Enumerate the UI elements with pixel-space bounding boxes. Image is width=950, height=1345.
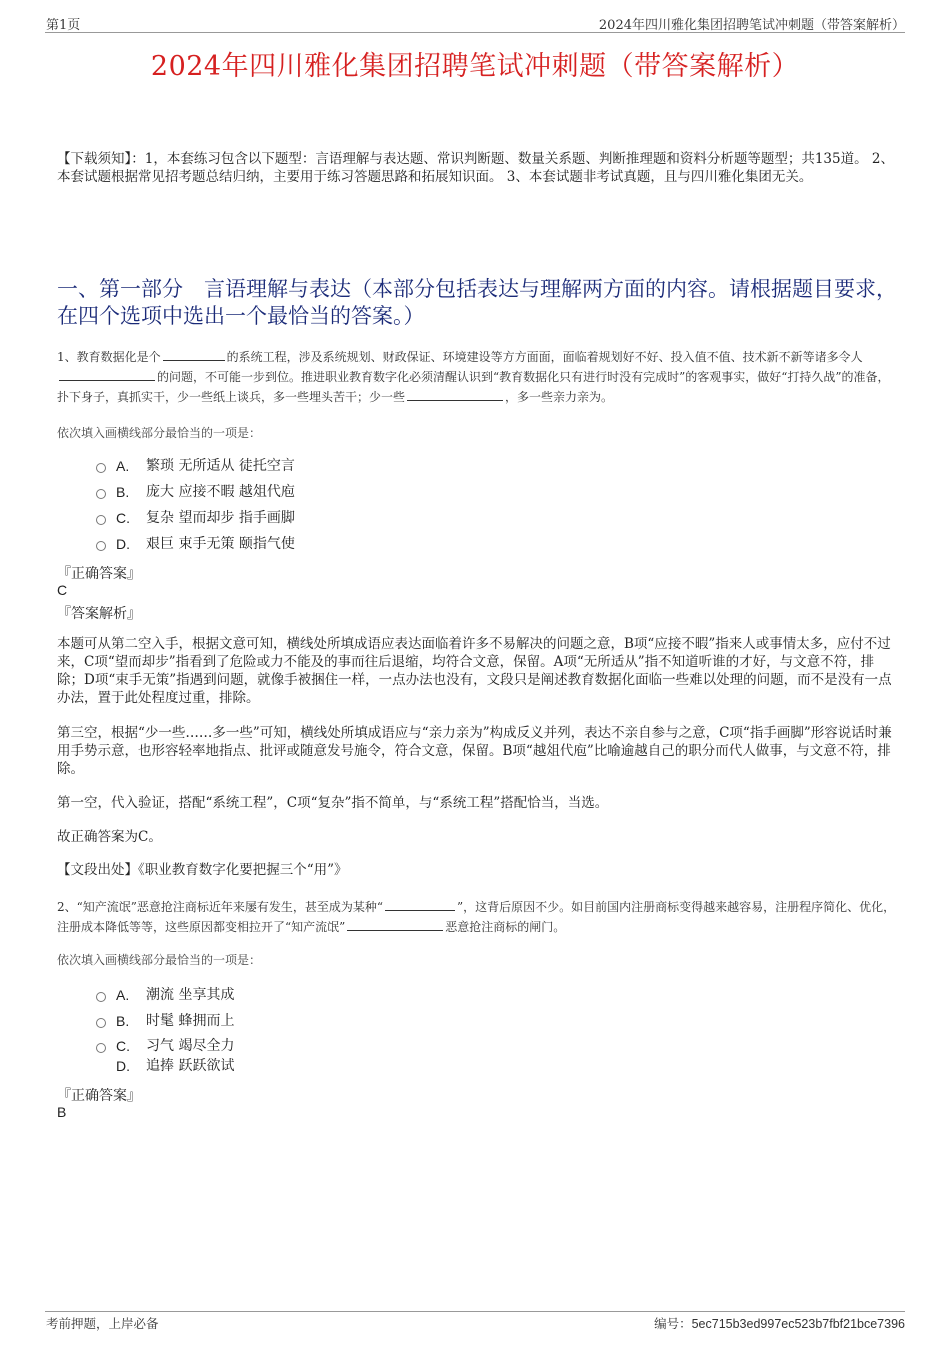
header-divider bbox=[45, 32, 905, 33]
option-letter: B. bbox=[116, 1013, 130, 1029]
radio-icon[interactable] bbox=[96, 463, 106, 473]
question-1-part-3: 的问题，不可能一步到位。推进职业教育数字化必须清醒认识到“教育数据化只有进行时没有完成时”的客观事实，做好“打持久战”的准备，扑下身子，真抓实干，少一些纸上谈兵，多一些埋头苦干；少一些 bbox=[57, 370, 890, 404]
radio-icon[interactable] bbox=[96, 541, 106, 551]
option-text: 繁琐 无所适从 徒托空言 bbox=[146, 458, 295, 474]
option-letter: B. bbox=[116, 484, 130, 500]
document-code-label: 编号： bbox=[654, 1316, 692, 1331]
question-2-part-1: 2、“知产流氓”恶意抢注商标近年来屡有发生，甚至成为某种“ bbox=[57, 900, 384, 914]
footer-divider bbox=[45, 1311, 905, 1312]
analysis-conclusion: 故正确答案为C。 bbox=[57, 829, 162, 845]
radio-icon[interactable] bbox=[96, 515, 106, 525]
option-letter: C. bbox=[116, 1038, 130, 1054]
question-1-option-b[interactable] bbox=[96, 482, 295, 502]
question-1-answer: C bbox=[57, 582, 68, 598]
option-text: 潮流 坐享其成 bbox=[146, 987, 235, 1003]
question-2-option-a[interactable] bbox=[96, 985, 234, 1005]
question-1-option-c[interactable] bbox=[96, 508, 295, 528]
radio-icon[interactable] bbox=[96, 1043, 106, 1053]
option-letter: D. bbox=[116, 536, 130, 552]
option-text: 复杂 望而却步 指手画脚 bbox=[146, 510, 295, 526]
radio-icon[interactable] bbox=[96, 992, 106, 1002]
option-letter: A. bbox=[116, 987, 130, 1003]
question-1-part-4: ，多一些亲力亲为。 bbox=[505, 390, 614, 404]
radio-icon[interactable] bbox=[96, 489, 106, 499]
question-1-instruction: 依次填入画横线部分最恰当的一项是： bbox=[57, 426, 262, 440]
question-1-part-1: 1、教育数据化是个 bbox=[57, 350, 161, 364]
download-notice: 【下载须知】：1，本套练习包含以下题型：言语理解与表达题、常识判断题、数量关系题、判断推理题和资料分析题等题型；共135道。 2、本套试题根据常见招考题总结归纳，主要用于练习答题思路和拓展知识面。 3、本套试题非考试真题，且与四川雅化集团无关。 bbox=[57, 151, 894, 185]
document-code bbox=[654, 1314, 905, 1332]
header-doc-title: 2024年四川雅化集团招聘笔试冲刺题（带答案解析） bbox=[598, 18, 905, 33]
question-2-option-b[interactable] bbox=[96, 1011, 234, 1031]
option-letter: A. bbox=[116, 458, 130, 474]
page-number: 第1页 bbox=[46, 18, 81, 33]
question-2-option-d[interactable] bbox=[96, 1056, 234, 1076]
option-letter: C. bbox=[116, 510, 130, 526]
question-1-analysis-label: 『答案解析』 bbox=[57, 606, 141, 622]
blank-2 bbox=[347, 917, 443, 931]
question-2-option-c[interactable] bbox=[96, 1036, 234, 1056]
blank-3 bbox=[407, 387, 503, 401]
page-title: 2024年四川雅化集团招聘笔试冲刺题（带答案解析） bbox=[150, 51, 800, 82]
question-2-answer-label: 『正确答案』 bbox=[57, 1088, 141, 1104]
document-code-value: 5ec715b3ed997ec523b7fbf21bce7396 bbox=[691, 1317, 905, 1331]
analysis-paragraph-3: 第一空，代入验证，搭配“系统工程”，C项“复杂”指不简单，与“系统工程”搭配恰当，当选。 bbox=[57, 795, 609, 811]
analysis-paragraph-1: 本题可从第二空入手，根据文意可知，横线处所填成语应表达面临着许多不易解决的问题之意，B项“应接不暇”指来人或事情太多，应付不过来，C项“望而却步”指看到了危险或力不能及的事而往后退缩，均符合文意，保留。A项“无所适从”指不知道听谁的才好，与文意不符，排除；D项“束手无策”指遇到问题，就像手被捆住一样，一点办法也没有，文段只是阐述教育数据化面临一些难以处理的问题，而不是没有一点办法，置于此处程度过重，排除。 bbox=[57, 636, 892, 706]
option-text: 艰巨 束手无策 颐指气使 bbox=[146, 536, 295, 552]
question-2-part-2: ”，这背后原因不少。如目前国内注册商标变得越来越容易，注册程序简化、优化，注册成本降低等等，这些原因都变相拉开了“知产流氓” bbox=[57, 900, 896, 934]
option-text: 时髦 蜂拥而上 bbox=[146, 1013, 235, 1029]
question-2-instruction: 依次填入画横线部分最恰当的一项是： bbox=[57, 953, 262, 967]
question-1-answer-label: 『正确答案』 bbox=[57, 566, 141, 582]
question-1-part-2: 的系统工程，涉及系统规划、财政保证、环境建设等方方面面，面临着规划好不好、投入值不值、技术新不新等诸多令人 bbox=[226, 350, 863, 364]
question-1-option-d[interactable] bbox=[96, 534, 295, 554]
section-title: 一、第一部分 言语理解与表达（本部分包括表达与理解两方面的内容。请根据题目要求，在四个选项中选出一个最恰当的答案。） bbox=[57, 277, 897, 328]
option-letter: D. bbox=[116, 1058, 130, 1074]
option-text: 庞大 应接不暇 越俎代庖 bbox=[146, 484, 295, 500]
radio-icon[interactable] bbox=[96, 1018, 106, 1028]
question-1-text bbox=[57, 347, 897, 407]
footer-slogan: 考前押题，上岸必备 bbox=[46, 1316, 159, 1331]
blank-1 bbox=[163, 347, 225, 361]
question-2-text bbox=[57, 897, 897, 937]
blank-2 bbox=[59, 367, 155, 381]
option-text: 习气 竭尽全力 bbox=[146, 1038, 235, 1054]
question-2-part-3: 恶意抢注商标的闸门。 bbox=[445, 920, 566, 934]
question-1-option-a[interactable] bbox=[96, 456, 295, 476]
blank-1 bbox=[385, 897, 455, 911]
question-2-answer: B bbox=[57, 1104, 67, 1120]
option-text: 追捧 跃跃欲试 bbox=[146, 1058, 235, 1074]
analysis-paragraph-2: 第三空，根据“少一些……多一些”可知，横线处所填成语应与“亲力亲为”构成反义并列，表达不亲自参与之意，C项“指手画脚”形容说话时兼用手势示意，也形容轻率地指点、批评或随意发号施令，符合文意，保留。B项“越俎代庖”比喻逾越自己的职分而代人做事，与文意不符，排除。 bbox=[57, 725, 892, 777]
source-citation: 【文段出处】《职业教育数字化要把握三个“用”》 bbox=[57, 862, 348, 878]
